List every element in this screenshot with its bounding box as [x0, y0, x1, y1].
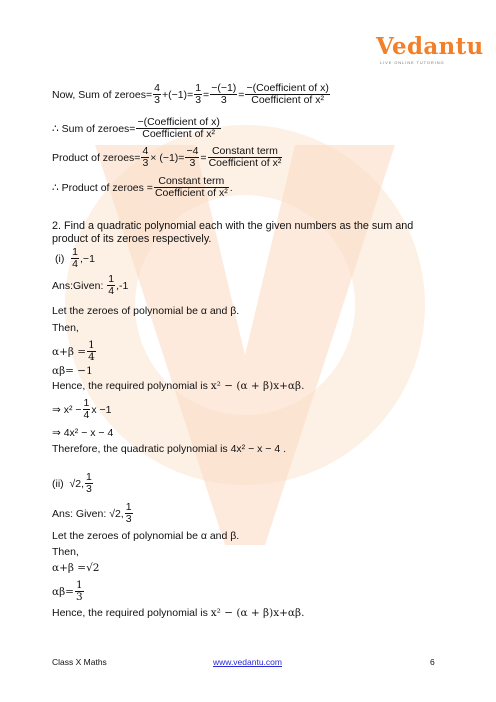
part-i-given: (i) $\frac{1}{4}$ ,−1: [55, 246, 95, 270]
part-i-step1: ⇒ x² − $\frac{1}{4}$ x −1: [52, 397, 112, 421]
part-i-hence: Hence, the required polynomial is x² − (α + β)x+αβ.: [52, 380, 305, 392]
part-i-therefore: Therefore, the quadratic polynomial is 4x² − x − 4 .: [52, 443, 287, 455]
part-ii-given: (ii) √2, $\frac{1}{3}$: [52, 471, 92, 495]
product-of-zeroes-line: Product of zeroes = $\frac{4}{3}$ × (−1) = $\frac{-4}{3}$ = $\frac{\text{Constant term}}{\text{Coefficient of x²}}$: [52, 145, 282, 169]
therefore-product-line: ∴ Product of zeroes = $\frac{\text{Constant term}}{\text{Coefficient of x²}}$ .: [52, 175, 233, 199]
sum-prefix: Now, Sum of zeroes: [52, 88, 146, 101]
logo-tagline: LIVE ONLINE TUTORING: [380, 60, 445, 65]
footer-class: Class X Maths: [52, 657, 107, 667]
fraction-4-3: $\frac{4}{3}$: [154, 82, 160, 106]
footer-link[interactable]: www.vedantu.com: [213, 657, 282, 667]
logo-wordmark: Vedantu: [376, 33, 484, 60]
part-i-then: Then,: [52, 322, 79, 334]
therefore-sum-line: ∴ Sum of zeroes= $\frac{\text{−(Coefficient of x)}}{\text{Coefficient of x²}}$: [52, 116, 220, 140]
part-ii-let: Let the zeroes of polynomial be α and β.: [52, 530, 240, 542]
part-i-product: αβ= −1: [52, 365, 93, 377]
part-i-sum: α+β = $\frac{1}{4}$: [52, 339, 95, 363]
part-i-answer: Ans:Given: $\frac{1}{4}$ ,-1: [52, 273, 129, 297]
question-2: 2. Find a quadratic polynomial each with the given numbers as the sum and product of its zeroes respectively.: [52, 220, 414, 245]
coef-fraction: $\frac{\text{−(Coefficient of x)}}{\text{Coefficient of x²}}$: [246, 82, 329, 106]
page-number: 6: [430, 657, 435, 667]
part-ii-product: αβ= $\frac{1}{3}$: [52, 579, 83, 603]
sum-of-zeroes-line: Now, Sum of zeroes = $\frac{4}{3}$ +(−1) = $\frac{1}{3}$ = $\frac{-(-1)}{3}$ = $\frac{\text{−(Coefficient of x)}}{\text{Coefficient of x²}}$: [52, 82, 329, 106]
part-i-step2: ⇒ 4x² − x − 4: [52, 427, 114, 439]
part-ii-sum: α+β =√2: [52, 562, 100, 574]
vedantu-logo: [368, 33, 484, 71]
part-i-let: Let the zeroes of polynomial be α and β.: [52, 305, 240, 317]
part-ii-answer: Ans: Given: √2, $\frac{1}{3}$: [52, 501, 132, 525]
part-ii-hence: Hence, the required polynomial is x² − (α + β)x+αβ.: [52, 607, 305, 619]
part-ii-then: Then,: [52, 546, 79, 558]
